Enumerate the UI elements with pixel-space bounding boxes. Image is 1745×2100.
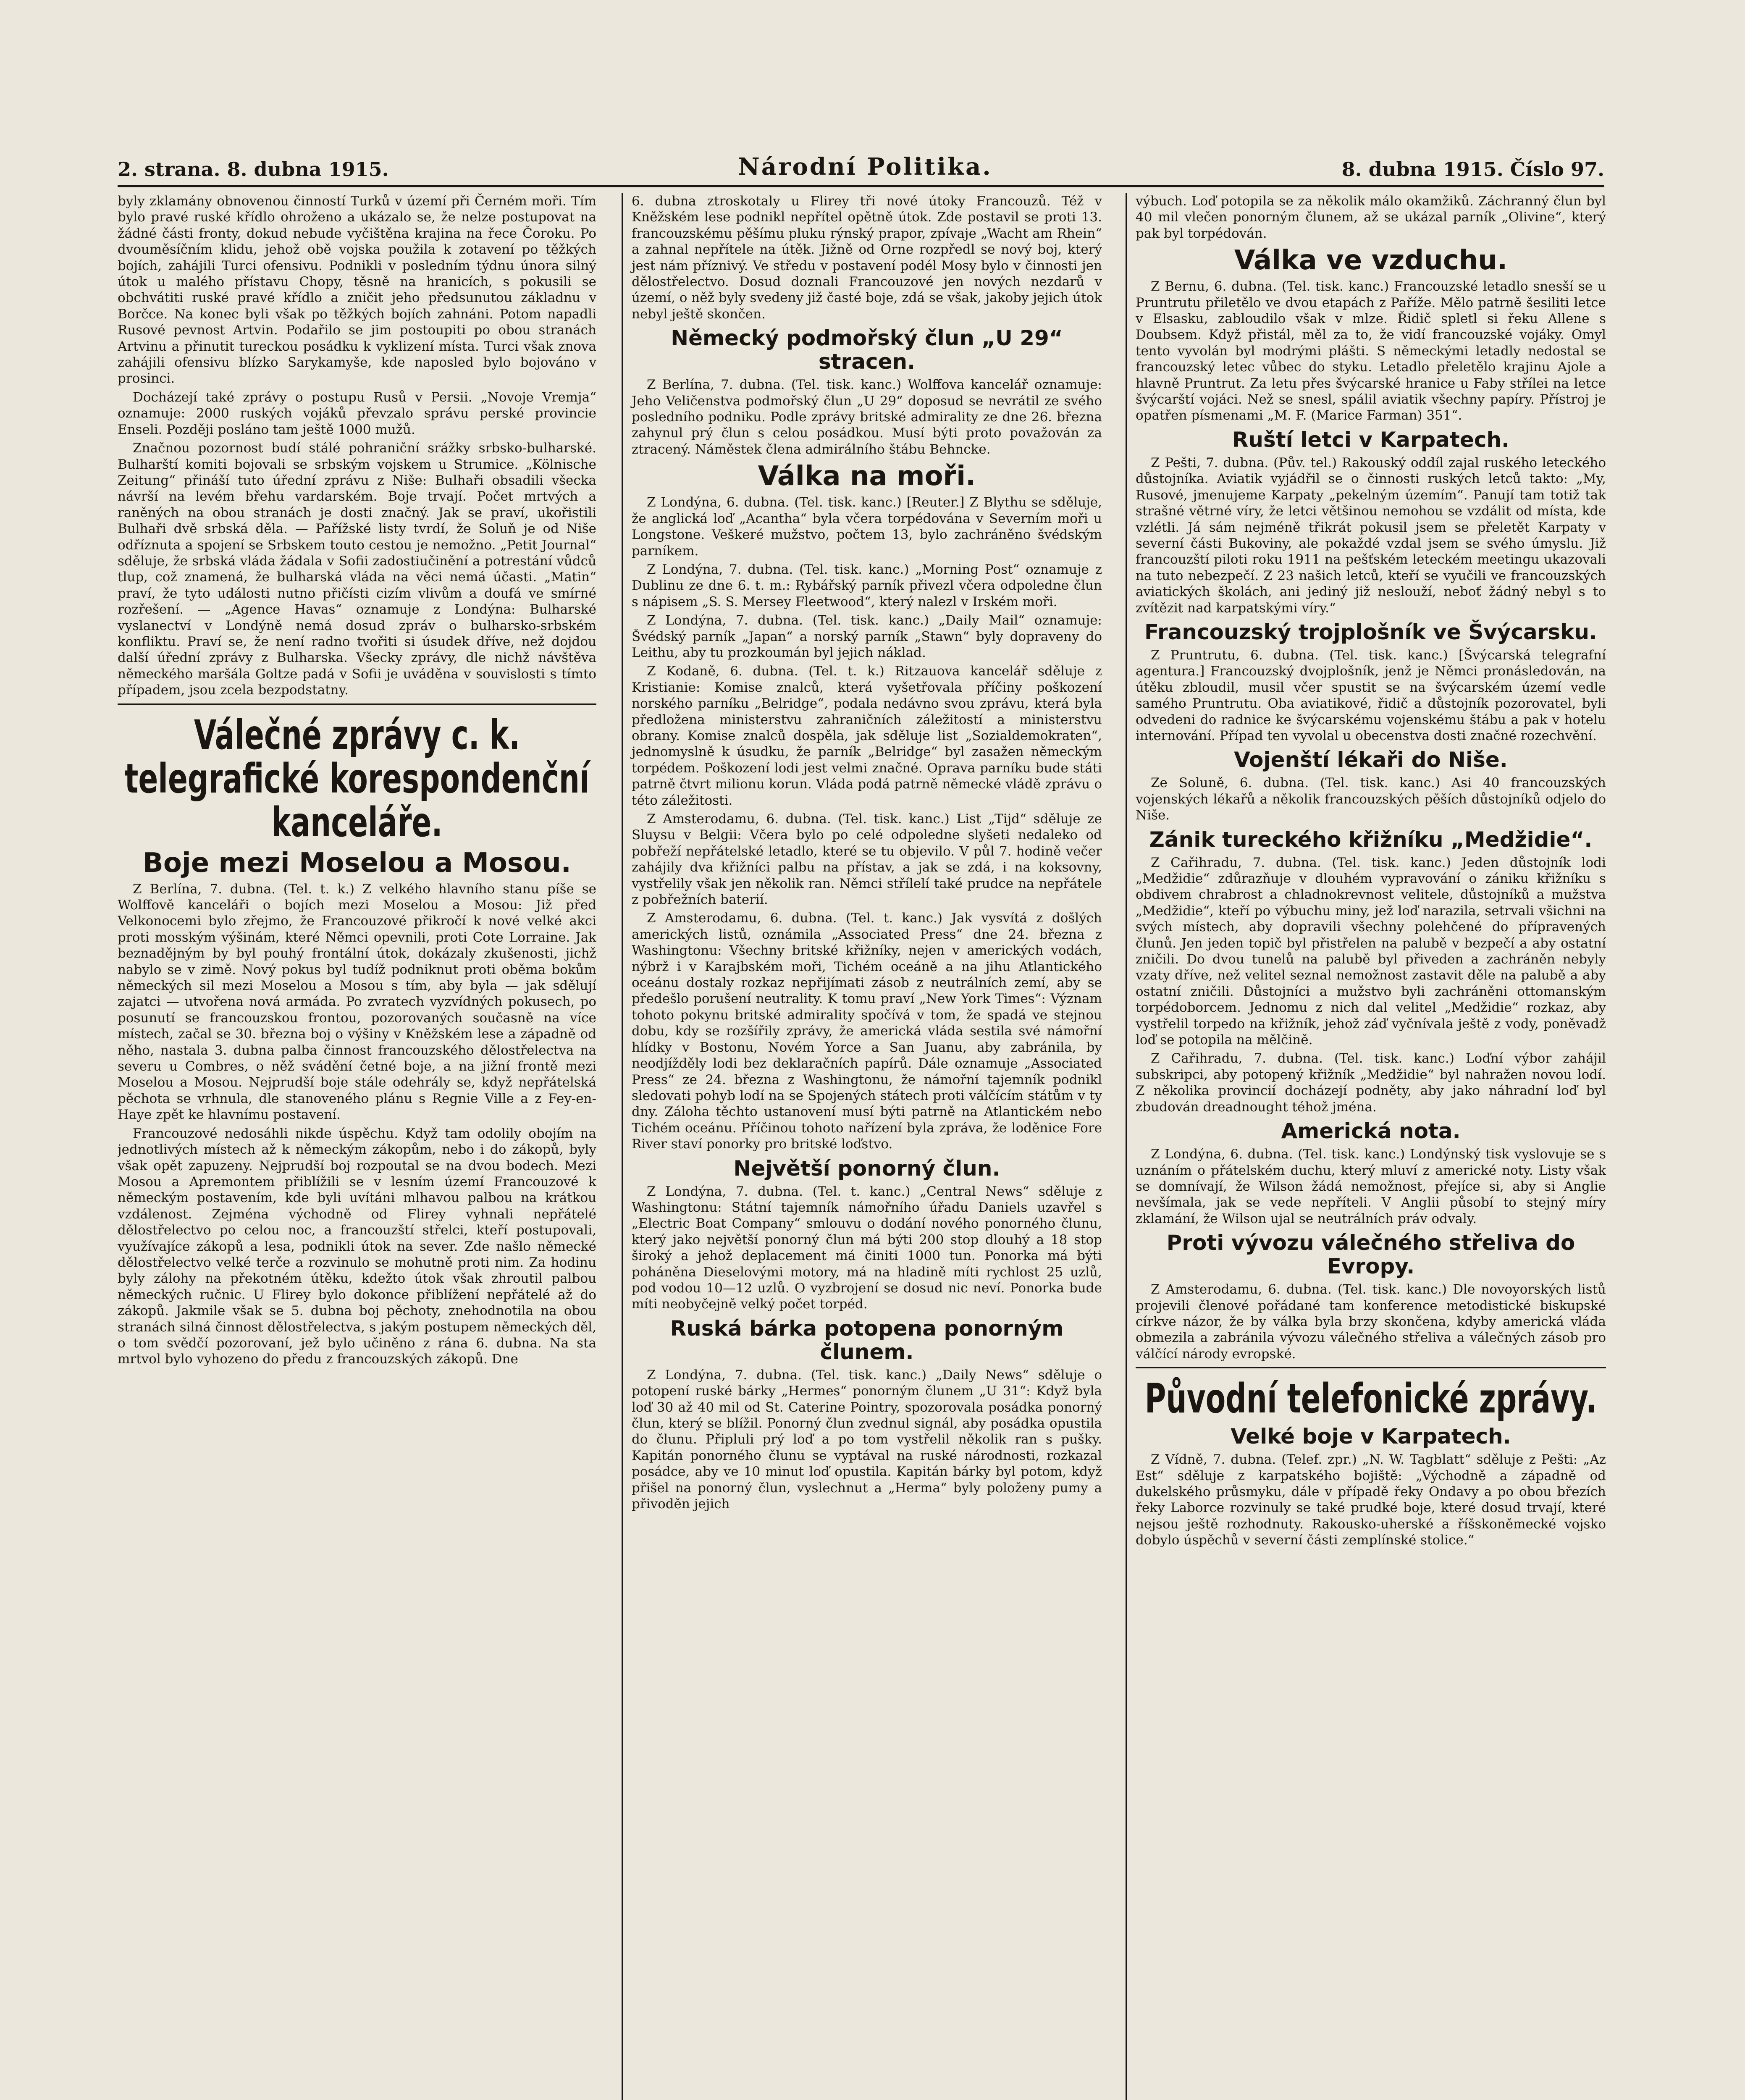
article-headline: Ruská bárka potopena ponorným člunem. bbox=[670, 1316, 1064, 1364]
article-paragraph: Z Pešti, 7. dubna. (Pův. tel.) Rakouský oddíl zajal ruského leteckého důstojníka. Aviatik vyjádřil se o činnosti ruských letců takto: „My, Rusové, jmenujeme Karpaty „pekelným územím“. Panují tam totiž tak strašné větrné víry, že letci většinou nemohou se vzdálit od místa, kde vzlétli. Já sám nejméně třikrát pokusil jsem se přeletět Karpaty v severní části Bukoviny, ale pokaždé vzdal jsem se svého úmyslu. Již francouzští piloti roku 1911 na pešťském leteckém meetingu ukazovali na tuto nebezpečí. Z 23 našich letců, kteří se vyučili ve francouzských aviatických školách, ani jediný již neslouží, neboť žádný nebyl s to zvítězit nad karpatskými víry.“ bbox=[1136, 455, 1606, 616]
article-headline: Vojenští lékaři do Niše. bbox=[1234, 748, 1508, 772]
article-paragraph: Z Vídně, 7. dubna. (Telef. zpr.) „N. W. Tagblatt“ sděluje z Pešti: „Az Est“ sděluje z karpatského bojiště: „Východně a západně od dukelského průsmyku, dále v případě řeky Ondavy a po obou březích řeky Laborce rozvinuly se také prudké boje, které dosud trvají, které nejsou ještě rozhodnuty. Rakousko-uherské a říšskoněmecké vojsko dobylo úspěchů v severní části zemplínské stolice.“ bbox=[1136, 1452, 1606, 1548]
article-headline: Největší ponorný člun. bbox=[733, 1156, 1000, 1181]
section-headline: Válečné zprávy c. k. telegrafické korespondenční kanceláře. bbox=[124, 711, 590, 846]
article-paragraph: Z Berlína, 7. dubna. (Tel. t. k.) Z velkého hlavního stanu píše se Wolffově kanceláři o bojích mezi Moselou a Mosou: Již před Velkonocemi bylo zřejmo, že Francouzové přikročí k nové velké akci proti mosským výšinám, které Němci opevnili, proti Cote Lorraine. Jak beznadějným by byl pouhý frontální útok, dokázaly zkušenosti, jichž nabylo se v zimě. Nový pokus byl tudíž podniknut proti oběma bokům německých sil mezi Moselou a Mosou s tím, aby byla — jak sdělují zajatci — utvořena nová armáda. Po zvratech vyzvídných pokusech, po posunutí se francouzskou frontou, pozorovaných současně na více místech, začal se 30. března boj o výšiny v Kněžském lese a západně od něho, nastala 3. dubna palba činnost francouzského dělostřelectva na severu u Combres, o něž svádění četné boje, a na jižní frontě mezi Moselou a Mosou. Nejprudší boje stále odehrály se, když nepřátelská pěchota se vrhnula, dle stanoveného plánu s Regnie Ville a z Fey-en-Haye zpět ke hlavnímu postavení. bbox=[118, 881, 596, 1123]
divider bbox=[118, 704, 596, 705]
article-paragraph: Z Kodaně, 6. dubna. (Tel. t. k.) Ritzauova kancelář sděluje z Kristianie: Komise znalců, která vyšetřovala příčiny poškození norského parníku „Belridge“, podala nedávno svou zprávu, která byla předložena ministerstvu zahraničních záležitostí a ministerstvu obrany. Komise znalců dospěla, jak sděluje list „Sozialdemokraten“, jednomyslně k úsudku, že parník „Belridge“ byl zasažen německým torpédem. Poškození lodi jest velmi značné. Oprava parníku bude státi patrně čtvrt milionu korun. Vláda podá patrně německé vládě zprávu o této záležitosti. bbox=[632, 664, 1102, 808]
masthead-date-left: 2. strana. 8. dubna 1915. bbox=[118, 158, 389, 181]
column-3 bbox=[1126, 193, 1606, 2100]
article-headline: Válka na moři. bbox=[758, 461, 976, 492]
article-headline: Americká nota. bbox=[1281, 1119, 1461, 1144]
article-paragraph: Z Amsterodamu, 6. dubna. (Tel. t. kanc.) Jak vysvítá z došlých amerických listů, oznámila „Associated Press“ dne 24. března z Washingtonu: Všechny britské křižníky, nejen v amerických vodách, nýbrž i v Karajbském moři, Tichém oceáně a na jihu Atlantického oceánu dostaly rozkaz nepřijímati zásob z neutrálních zemí, aby se předešlo porušení neutrality. K tomu praví „New York Times“: Význam tohoto pokynu britské admirality spočívá v tom, že spadá ve stejnou dobu, kdy se rozšířily zprávy, že americká vláda sestila své námořní hlídky v Bostonu, Novém Yorce a San Juanu, aby zabránila, by neodjížděly lodi bez deklaračních papírů. Dále oznamuje „Associated Press“ ze 24. března z Washingtonu, že námořní tajemník podnikl sledovati pohyb lodí na se Spojených státech proti válčícím státům v ty dny. Záloha těchto ustanovení musí býti patrně na Atlantickém nebo Tichém oceánu. Příčinou tohoto nařízení byla zpráva, že loděnice Fore River staví ponorky pro britské loďstvo. bbox=[632, 911, 1102, 1152]
masthead-title: Národní Politika. bbox=[738, 153, 992, 181]
article-paragraph: Z Londýna, 7. dubna. (Tel. tisk. kanc.) „Daily News“ sděluje o potopení ruské bárky „Hermes“ ponorným člunem „U 31“: Když byla loď 30 až 40 mil od St. Caterine Pointry, spozorovala posádka ponorný člun, který se blížil. Ponorný člun zvednul signál, aby posádka opustila do člunu. Připluli prý loď a po tom vystřelil několik ran s pušky. Kapitán ponorného člunu se vyptával na ruské národnosti, rozkazal posádce, aby ve 10 minut loď opustila. Kapitán bárky byl potom, když přišel na ponorný člun, vyslechnut a „Herma“ byly položeny pumy a přivoděn jejich bbox=[632, 1367, 1102, 1512]
article-headline: Zánik tureckého křižníku „Medžidie“. bbox=[1149, 827, 1593, 852]
article-headline: Francouzský trojplošník ve Švýcarsku. bbox=[1144, 620, 1597, 644]
article-paragraph: Z Cařihradu, 7. dubna. (Tel. tisk. kanc.) Loďní výbor zahájil subskripci, aby potopený křižník „Medžidie“ byl nahražen novou lodí. Z několika provincií docházejí podněty, aby jako náhradní loď byl zbudován dreadnought téhož jména. bbox=[1136, 1051, 1606, 1115]
article-paragraph: Značnou pozornost budí stálé pohraniční srážky srbsko-bulharské. Bulharští komiti bojovali se srbským vojskem u Strumice. „Kölnische Zeitung“ přináší tuto úřední zprávu z Niše: Bulhaři obsadili všecka návrší na levém břehu vardarském. Boje trvají. Počet mrtvých a raněných na obou stranách je dosti značný. Jak se praví, ukořistili Bulhaři dvě srbská děla. — Pařížské listy tvrdí, že Soluň je od Niše odříznuta a spojení se Srbskem touto cestou je nemožno. „Petit Journal“ sděluje, že srbská vláda žádala v Sofii zadostiučinění a potrestání vůdců tlup, což znamená, že bulharská vláda na věci nemá účasti. „Matin“ praví, že tyto události nutno přičísti cizím vlivům a doufá ve smírné rozřešení. — „Agence Havas“ oznamuje z Londýna: Bulharské vyslanectví v Londýně nemá dosud zpráv o bulharsko-srbském konfliktu. Praví se, že není radno tvořiti si úsudek dříve, než dojdou další úřední zprávy z Bulharska. Všecky zprávy, dle nichž návštěva německého maršála Goltze padá v Sofii je uváděna v souvislosti s tímto případem, jsou zcela bezpodstatny. bbox=[118, 441, 596, 698]
article-paragraph: Z Londýna, 6. dubna. (Tel. tisk. kanc.) Londýnský tisk vyslovuje se s uznáním o přátelském duchu, který mluví z americké noty. Listy však se domnívají, že Wilson žádá nemožnost, přejíce si, aby si Anglie nevšímala, jak se vede nepříteli. V Anglii působí to stejný míry zklamání, že Wilson ujal se neutrálních práv odvaly. bbox=[1136, 1147, 1606, 1226]
article-paragraph: byly zklamány obnovenou činností Turků v území při Černém moři. Tím bylo pravé ruské křídlo ohroženo a ukázalo se, že nelze postupovat na žádné části fronty, dokud nebude vyčištěna krajina na řece Čoroku. Po dvouměsíčním klidu, jehož obě vojska použila k zotavení po těžkých bojích, zahájili Turci ofensivu. Podnikli v posledním týdnu února silný útok u malého přístavu Chopy, těsně na hranicích, s pokusili se obchvátiti ruské pravé křídlo a zničit jeho předsunutou základnu v Borčce. Na konec byli však po těžkých bojích zahnáni. Potom napadli Rusové pevnost Artvin. Podařilo se jim postoupiti po obou stranách Artvinu a přinutit tureckou posádku k vyklizení místa. Turci však znova zahájili ofensivu blízko Sarykamyše, kde naposled bylo bojováno v prosinci. bbox=[118, 194, 596, 386]
divider bbox=[1136, 1367, 1606, 1368]
article-headline: Velké boje v Karpatech. bbox=[1231, 1424, 1511, 1449]
masthead-date-right: 8. dubna 1915. Číslo 97. bbox=[1341, 158, 1604, 181]
article-paragraph: Z Londýna, 7. dubna. (Tel. tisk. kanc.) „Daily Mail“ oznamuje: Švédský parník „Japan“ a norský parník „Stawn“ byly dopraveny do Leithu, aby tu prozkoumán byl jejich náklad. bbox=[632, 613, 1102, 660]
article-headline: Ruští letci v Karpatech. bbox=[1232, 427, 1510, 452]
article-paragraph: výbuch. Loď potopila se za několik málo okamžiků. Záchranný člun byl 40 mil vlečen ponorným člunem, až se ukázal parník „Olivine“, který pak byl torpédován. bbox=[1136, 194, 1606, 241]
article-paragraph: 6. dubna ztroskotaly u Flirey tři nové útoky Francouzů. Též v Kněžském lese podnikl nepřítel opětně útok. Zde postavil se proti 13. francouzskému pěšímu pluku rýnský prapor, zpívaje „Wacht am Rhein“ a zahnal nepřítele na útěk. Jižně od Orne rozpředl se nový boj, který jest nám příznivý. Ve středu v postavení podél Mosy bylo v činnosti jen dělostřelectvo. Dosud doznali Francouzové jen nových nezdarů v území, o něž byly svedeny již časté boje, zdá se však, jakoby jejich útok nebyl ještě skončen. bbox=[632, 194, 1102, 322]
article-paragraph: Z Londýna, 7. dubna. (Tel. tisk. kanc.) „Morning Post“ oznamuje z Dublinu ze dne 6. t. m.: Rybářský parník přivezl včera odpoledne člun s nápisem „S. S. Mersey Fleetwood“, který nalezl v Irském moři. bbox=[632, 562, 1102, 609]
article-paragraph: Z Cařihradu, 7. dubna. (Tel. tisk. kanc.) Jeden důstojník lodi „Medžidie“ zdůrazňuje v dlouhém vypravování o zániku křižníku s obdivem chrabrost a chladnokrevnost velitele, důstojníků a mužstva „Medžidie“, kteří po výbuchu miny, jež loď narazila, setrvali všichni na svých místech, aby dopravili všechny polehčené do přípravených člunů. Jen jeden topič byl přistřelen na palubě v bezpečí a aby ostatní zničili. Do dvou tunelů na palubě byl přiveden a zachráněn nebyly vzaty dříve, než velitel seznal nemožnost zastavit děle na palubě a aby ostatní zničili. Důstojníci a mužstvo byli zachráněni ottomanským torpédoborcem. Jednomu z nich dal velitel „Medžidie“ rozkaz, aby vystřelil torpedo na křižník, jehož záď vyčnívala ještě z vody, poněvadž loď se potopila na mělčině. bbox=[1136, 855, 1606, 1048]
article-paragraph: Z Bernu, 6. dubna. (Tel. tisk. kanc.) Francouzské letadlo snesší se u Pruntrutu přiletělo ve dvou etapách z Paříže. Mělo patrně šesiliti letce v Elsasku, zabloudilo však v mlze. Řidič spletl si řeku Allene s Doubsem. Když přistál, měl za to, že vidí francouzské vojáky. Omyl tento vyvolán byl modrými plášti. S německými letadly nedostal se francouzský letec vůbec do styku. Letadlo přeletělo krajinu Ajole a hlavně Pruntrut. Za letu přes švýcarské hranice u Faby střílei na letce švýcarští vojáci. Než se snesl, spálil aviatik všechny papíry. Přístroj je opatřen písmenami „M. F. (Marice Farman) 351“. bbox=[1136, 279, 1606, 423]
article-paragraph: Z Amsterodamu, 6. dubna. (Tel. tisk. kanc.) Dle novoyorských listů projevili členové pořádané tam konference metodistické biskupské církve názor, že by válka byla brzy skončena, kdyby americká vláda obmezila a zabránila vývozu válečného střeliva a válečných zásob pro válčící národy evropské. bbox=[1136, 1282, 1606, 1362]
article-paragraph: Docházejí také zprávy o postupu Rusů v Persii. „Novoje Vremja“ oznamuje: 2000 ruských vojáků převzalo správu perské provincie Enseli. Později posláno tam ještě 1000 mužů. bbox=[118, 389, 596, 437]
column-1 bbox=[118, 193, 596, 2100]
article-headline: Proti vývozu válečného střeliva do Evropy. bbox=[1166, 1231, 1575, 1279]
section-headline: Původní telefonické zprávy. bbox=[1144, 1375, 1597, 1423]
article-paragraph: Francouzové nedosáhli nikde úspěchu. Když tam odolily obojím na jednotlivých místech až k německým zákopům, nebo i do zákopů, byly však opět zapuzeny. Nejprudší boj rozpoutal se na dvou bodech. Mezi Mosou a Apremontem přiblížili se v lesním území Francouzové k německým postavením, kde byli uvítáni mlhavou palbou na krátkou vzdálenost. Zejména východně od Flirey vyhnali nepřátelé dělostřelectvo po celou noc, a francouzští střelci, kteří postupovali, využívajíce zákopů a lesa, podnikli útok na sever. Zde našlo německé dělostřelectvo velké terče a rozvinulo se mohutně proti nim. Za hodinu byly zálohy na překotném útěku, kdežto útok však zhroutil palbou německých ručnic. U Flirey bylo dokonce přiblížení nepřátelé až do zákopů. Jakmile však se 5. dubna boj pěchoty, znehodnotila na obou stranách silná činnost dělostřelectva, s jakým postupem německých děl, o tom svědčí pozorovaní, jež bylo učiněno z rána 6. dubna. Na sta mrtvol bylo vyhozeno do předu z francouzských zákopů. Dne bbox=[118, 1126, 596, 1367]
article-headline: Boje mezi Moselou a Mosou. bbox=[143, 847, 571, 879]
article-paragraph: Z Londýna, 6. dubna. (Tel. tisk. kanc.) [Reuter.] Z Blythu se sděluje, že anglická loď „Acantha“ byla včera torpédována v Severním moři u Longstone. Veškeré mužstvo, počtem 13, bylo zachráněno švédským parníkem. bbox=[632, 495, 1102, 559]
article-paragraph: Z Pruntrutu, 6. dubna. (Tel. tisk. kanc.) [Švýcarská telegrafní agentura.] Francouzský dvojplošník, jenž je Němci pronásledován, na útěku zbloudil, musil včer spustit se na švýcarském území vedle samého Pruntrutu. Oba aviatikové, řidič a důstojník pozorovatel, byli odvedeni do radnice ke švýcarskému vojenskému štábu a pak v hotelu internování. Případ ten vyvolal u obecenstva dosti značné rozechvění. bbox=[1136, 647, 1606, 743]
article-paragraph: Z Berlína, 7. dubna. (Tel. tisk. kanc.) Wolffova kancelář oznamuje: Jeho Veličenstva podmořský člun „U 29“ doposud se nevrátil ze svého posledního podniku. Podle zprávy britské admirality ze dne 26. března zahynul prý člun s celou posádkou. Musí býti proto považován za ztracený. Náměstek člena admirálního štábu Behncke. bbox=[632, 377, 1102, 457]
article-paragraph: Z Londýna, 7. dubna. (Tel. t. kanc.) „Central News“ sděluje z Washingtonu: Státní tajemník námořního úřadu Daniels uzavřel s „Electric Boat Company“ smlouvu o dodání nového ponorného člunu, který jako největší ponorný člun má býti 200 stop dlouhý a 18 stop široký a jehož deplacement má činiti 1000 tun. Ponorka má býti poháněna Dieselovými motory, má na hladině míti rychlost 25 uzlů, pod vodou 10—12 uzlů. O vyzbrojení se dosud nic neví. Ponorka bude míti neobyčejně velký počet torpéd. bbox=[632, 1184, 1102, 1312]
article-headline: Válka ve vzduchu. bbox=[1234, 245, 1508, 276]
article-headline: Německý podmořský člun „U 29“ stracen. bbox=[671, 326, 1063, 374]
article-paragraph: Z Amsterodamu, 6. dubna. (Tel. tisk. kanc.) List „Tijd“ sděluje ze Sluysu v Belgii: Včera bylo po celé odpoledne slyšeti nedaleko od pobřeží nepřátelské letadlo, které se tu objevilo. V půl 7. hodině večer zahájily dva křižníci palbu na přístav, a jak se zdá, i na koksovny, vystřelily však jen několik ran. Němci střílelí také prudce na nepřátele z pobřežních baterií. bbox=[632, 811, 1102, 908]
column-2 bbox=[622, 193, 1102, 2100]
article-paragraph: Ze Soluně, 6. dubna. (Tel. tisk. kanc.) Asi 40 francouzských vojenských lékařů a několik francouzských pěších důstojníků odjelo do Niše. bbox=[1136, 775, 1606, 823]
masthead bbox=[118, 151, 1604, 187]
